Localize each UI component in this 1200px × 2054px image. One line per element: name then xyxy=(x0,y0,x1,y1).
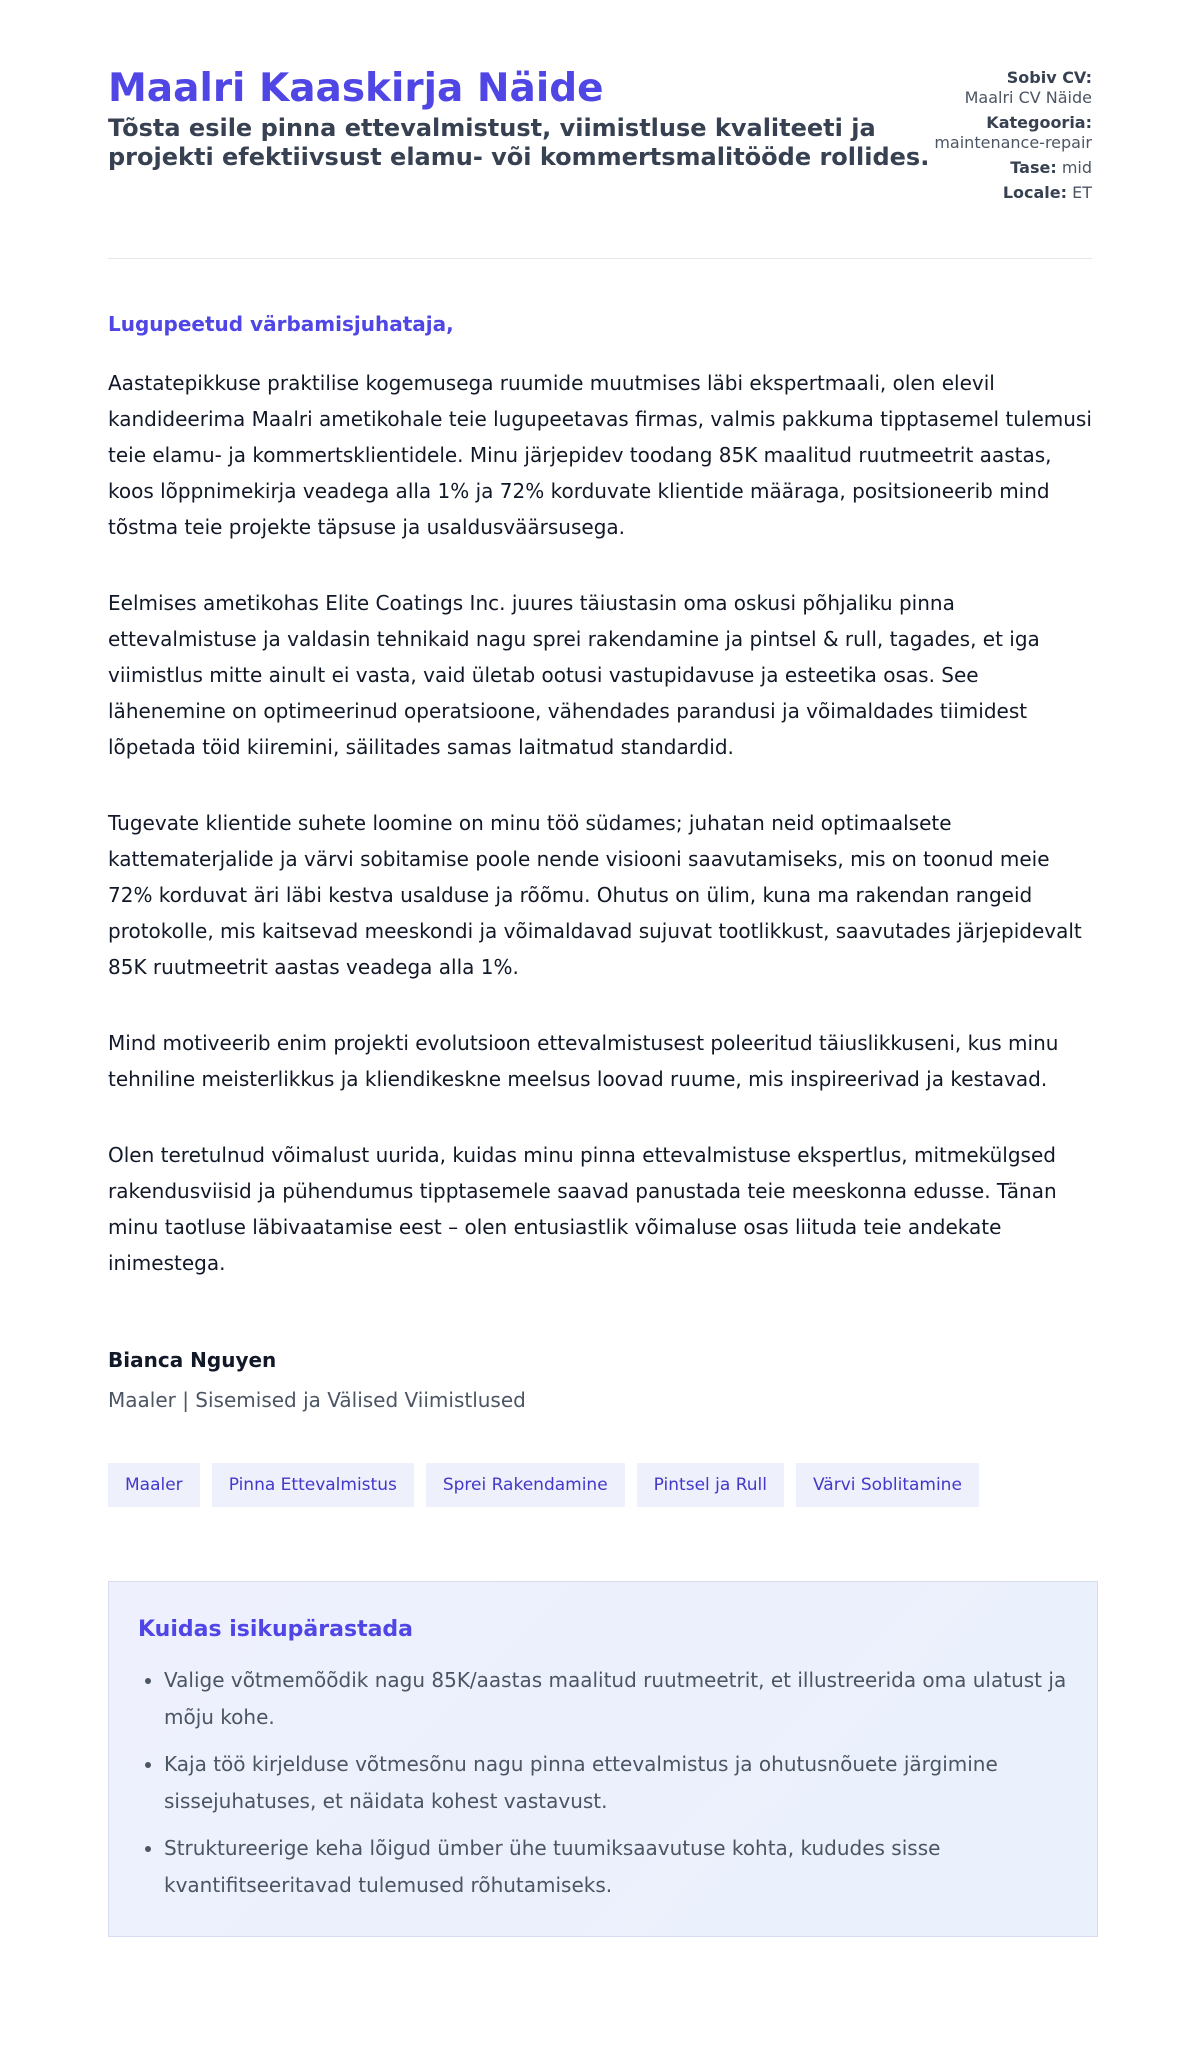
page-header xyxy=(108,0,1092,259)
meta-locale-label: Locale: xyxy=(1002,183,1068,202)
tips-list xyxy=(138,1662,1069,1904)
letter-paragraph: Olen teretulnud võimalust uurida, kuidas minu pinna ettevalmistuse ekspertlus, mitmekülgsed rakendusviisid ja pühendumus tipptasemele saavad panustada teie meeskonna edusse. Tänan minu taotluse läbivaatamise eest – olen entusiastlik võimaluse osas liituda teie andekate inimestega. xyxy=(108,1143,1057,1275)
meta-locale-value: ET xyxy=(1072,183,1092,202)
meta-panel xyxy=(912,68,1092,208)
meta-cv-label: Sobiv CV: xyxy=(1006,68,1092,87)
letter-greeting: Lugupeetud värbamisjuhataja, xyxy=(108,312,454,336)
meta-level-value: mid xyxy=(1061,158,1092,177)
page-title: Maalri Kaaskirja Näide xyxy=(108,66,604,111)
page-subtitle: Tõsta esile pinna ettevalmistust, viimistluse kvaliteeti ja projekti efektiivsust elamu- või kommertsmalitööde rollides. xyxy=(108,114,930,171)
skill-tag: Pintsel ja Rull xyxy=(637,1463,784,1507)
meta-cv-value: Maalri CV Näide xyxy=(964,88,1092,107)
signature-name: Bianca Nguyen xyxy=(108,1348,277,1372)
personalization-tips-box xyxy=(108,1581,1098,1937)
letter-body xyxy=(108,259,1092,1937)
letter-paragraph: Tugevate klientide suhete loomine on minu töö südames; juhatan neid optimaalsete kattematerjalide ja värvi sobitamise poole nende visiooni saavutamiseks, mis on toonud meie 72% korduvat äri läbi kestva usalduse ja rõõmu. Ohutus on ülim, kuna ma rakendan rangeid protokolle, mis kaitsevad meeskondi ja võimaldavad sujuvat tootlikkust, saavutades järjepidevalt 85K ruutmeetrit aastas veadega alla 1%. xyxy=(108,811,1082,979)
meta-level-label: Tase: xyxy=(1010,158,1057,177)
letter-paragraph: Eelmises ametikohas Elite Coatings Inc. juures täiustasin oma oskusi põhjaliku pinna ettevalmistuse ja valdasin tehnikaid nagu sprei rakendamine ja pintsel & rull, tagades, et iga viimistlus mitte ainult ei vasta, vaid ületab ootusi vastupidavuse ja esteetika osas. See lähenemine on optimeerinud operatsioone, vähendades parandusi ja võimaldades tiimidest lõpetada töid kiiremini, säilitades samas laitmatud standardid. xyxy=(108,591,1040,759)
skill-tag: Värvi Soblitamine xyxy=(796,1463,979,1507)
letter-paragraph: Mind motiveerib enim projekti evolutsioon ettevalmistusest poleeritud täiuslikkuseni, kus minu tehniline meisterlikkus ja kliendikeskne meelsus loovad ruume, mis inspireerivad ja kestavad. xyxy=(108,1031,1059,1091)
skill-tag: Pinna Ettevalmistus xyxy=(212,1463,414,1507)
tip-item: • Kaja töö kirjelduse võtmesõnu nagu pinna ettevalmistus ja ohutusnõuete järgimine sissejuhatuses, et näidata kohest vastavust. xyxy=(164,1746,1069,1820)
tips-title: Kuidas isikupärastada xyxy=(138,1617,414,1642)
meta-locale xyxy=(912,183,1092,203)
signature-role: Maaler | Sisemised ja Välised Viimistlused xyxy=(108,1388,526,1412)
tip-item: • Valige võtmemõõdik nagu 85K/aastas maalitud ruutmeetrit, et illustreerida oma ulatust ja mõju kohe. xyxy=(164,1662,1069,1736)
meta-category-label: Kategooria: xyxy=(986,113,1092,132)
skill-tag: Sprei Rakendamine xyxy=(426,1463,625,1507)
meta-level xyxy=(912,158,1092,178)
skill-tags xyxy=(108,1463,1092,1507)
letter-paragraph: Aastatepikkuse praktilise kogemusega ruumide muutmises läbi ekspertmaali, olen elevil kandideerima Maalri ametikohale teie lugupeetavas firmas, valmis pakkuma tipptasemel tulemusi teie elamu- ja kommertsklientidele. Minu järjepidev toodang 85K maalitud ruutmeetrit aastas, koos lõppnimekirja veadega alla 1% ja 72% korduvate klientide määraga, positsioneerib mind tõstma teie projekte täpsuse ja usaldusväärsusega. xyxy=(108,371,1092,539)
meta-category-value: maintenance-repair xyxy=(934,133,1092,152)
skill-tag: Maaler xyxy=(108,1463,200,1507)
meta-cv xyxy=(912,68,1092,108)
meta-category xyxy=(912,113,1092,153)
tip-item: • Struktureerige keha lõigud ümber ühe tuumiksaavutuse kohta, kududes sisse kvantifitseeritavad tulemused rõhutamiseks. xyxy=(164,1830,1069,1904)
